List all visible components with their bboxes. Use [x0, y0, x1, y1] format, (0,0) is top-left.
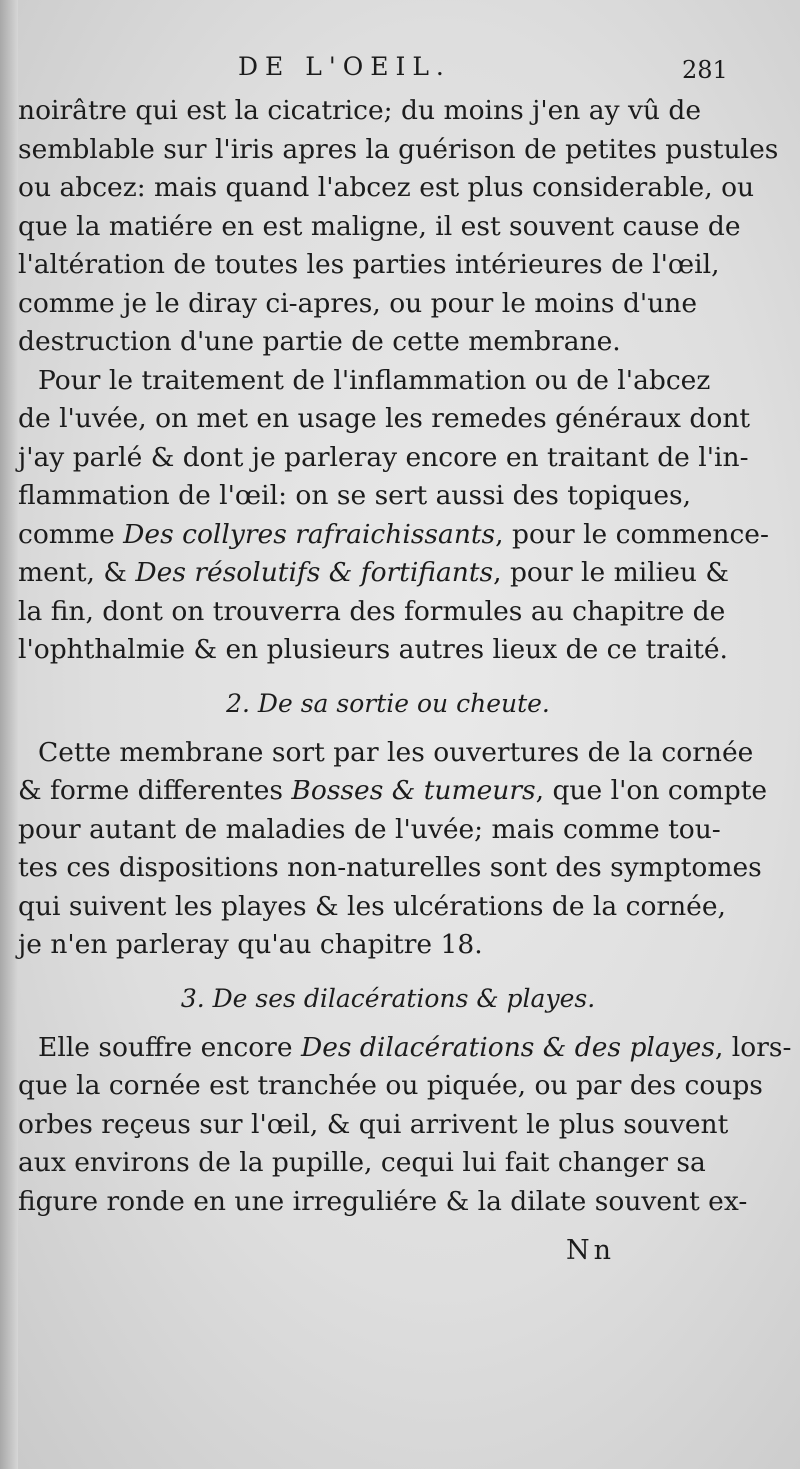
text-line: [18, 554, 758, 593]
text-line: figure ronde en une irreguliére & la dilate souvent ex-: [18, 1185, 748, 1217]
text-line: je n'en parleray qu'au chapitre 18.: [18, 929, 483, 960]
section-heading-3: 3. De ses dilacérations & playes.: [180, 983, 596, 1013]
text-line: que la matiére en est maligne, il est souvent cause de: [18, 210, 741, 242]
text-span: , pour le milieu &: [493, 557, 729, 588]
paragraph-4: [18, 1029, 792, 1222]
text-span: ment, &: [18, 557, 136, 588]
text-span: , lors-: [714, 1031, 792, 1063]
text-span: & forme differentes: [18, 775, 292, 806]
page-body: [18, 92, 792, 1221]
page-header: [0, 52, 800, 88]
text-span: comme: [18, 518, 124, 550]
text-span: Elle souffre encore: [38, 1031, 301, 1063]
text-line: pour autant de maladies de l'uvée; mais comme tou-: [18, 813, 721, 845]
text-line: Pour le traitement de l'inflammation ou de l'abcez: [38, 364, 711, 396]
text-line: noirâtre qui est la cicatrice; du moins j'en ay vû de: [18, 95, 702, 126]
text-line: qui suivent les playes & les ulcérations de la cornée,: [18, 890, 726, 922]
text-line: [18, 1029, 792, 1068]
text-line: Cette membrane sort par les ouvertures de la cornée: [38, 736, 754, 768]
text-line: de l'uvée, on met en usage les remedes généraux dont: [18, 403, 751, 434]
text-line: aux environs de la pupille, cequi lui fait changer sa: [18, 1147, 706, 1178]
text-line: [18, 516, 769, 555]
page-gutter-shadow: [0, 0, 18, 1469]
text-line: orbes reçeus sur l'œil, & qui arrivent le plus souvent: [18, 1108, 729, 1140]
text-line: [18, 772, 768, 811]
text-line: que la cornée est tranchée ou piquée, ou par des coups: [18, 1070, 763, 1101]
text-line: l'altération de toutes les parties intérieures de l'œil,: [18, 249, 720, 280]
italic-term: Bosses & tumeurs: [291, 775, 536, 806]
text-line: la fin, dont on trouverra des formules au chapitre de: [18, 595, 726, 627]
text-span: , que l'on compte: [535, 775, 768, 806]
text-line: comme je le diray ci-apres, ou pour le moins d'une: [18, 287, 698, 319]
text-line: flammation de l'œil: on se sert aussi des topiques,: [18, 480, 692, 511]
paragraph-1: [18, 92, 779, 362]
text-line: ou abcez: mais quand l'abcez est plus considerable, ou: [18, 172, 755, 203]
signature-mark: Nn: [566, 1235, 616, 1266]
paragraph-3: [18, 734, 768, 965]
italic-term: Des résolutifs & fortifiants: [135, 557, 494, 588]
italic-term: Des dilacérations & des playes: [300, 1031, 715, 1063]
text-line: j'ay parlé & dont je parleray encore en traitant de l'in-: [18, 441, 749, 473]
section-heading-2: 2. De sa sortie ou cheute.: [226, 688, 550, 718]
text-line: tes ces dispositions non-naturelles sont des symptomes: [18, 852, 762, 883]
running-title: DE L'OEIL.: [238, 52, 451, 81]
text-line: l'ophthalmie & en plusieurs autres lieux de ce traité.: [18, 634, 728, 665]
italic-term: Des collyres rafraichissants: [123, 518, 496, 550]
page-number: 281: [682, 56, 728, 84]
text-line: destruction d'une partie de cette membrane.: [18, 326, 621, 357]
text-span: , pour le commence-: [495, 518, 769, 550]
paragraph-2: [18, 362, 769, 670]
text-line: semblable sur l'iris apres la guérison de petites pustules: [18, 133, 779, 165]
